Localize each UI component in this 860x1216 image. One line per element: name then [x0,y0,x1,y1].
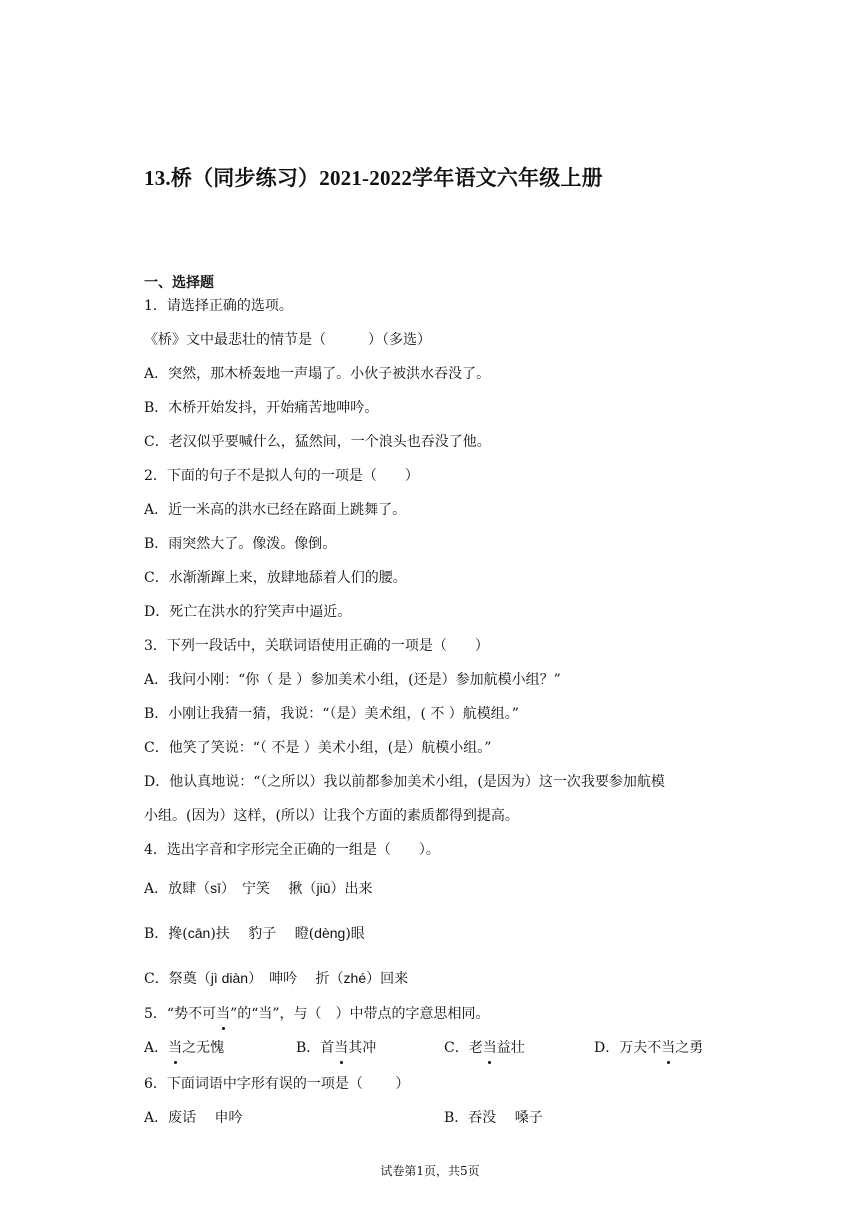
q5-b-suffix: 其冲 [348,1040,377,1056]
q6-option-a: A．废话 申吟 [144,1110,243,1126]
q2-option-a: A．近一米高的洪水已经在路面上跳舞了。 [144,502,407,518]
q4-a-middle: ） 宁笑 揪（ [221,881,317,897]
q3-option-c: C．他笑了笑说：“（ 不是 ）美术小组，(是）航模小组。” [144,740,492,756]
q6-option-b: B．吞没 嗓子 [444,1110,543,1126]
page-footer: 试卷第1页，共5页 [380,1164,480,1178]
q5-d-prefix: D．万夫不 [594,1040,662,1056]
q5-option-b [296,1038,376,1058]
q4-stem: 4．选出字音和字形完全正确的一组是（ ）。 [144,842,440,858]
page-title: 13.桥（同步练习）2021-2022学年语文六年级上册 [144,166,603,190]
q2-option-d: D．死亡在洪水的狞笑声中逼近。 [144,604,352,620]
q6-stem: 6．下面词语中字形有误的一项是（ ） [144,1076,410,1092]
q5-stem [144,1004,490,1024]
section-title: 一、选择题 [144,275,214,291]
q5-stem-prefix: 5．“势不可 [144,1006,217,1022]
q4-a-prefix: A．放肆（ [144,881,211,897]
q3-option-b: B．小刚让我猜一猜，我说：“（是）美术组，( 不 ）航模组。” [144,706,519,722]
q3-stem: 3．下列一段话中，关联词语使用正确的一项是（ ） [144,638,489,654]
q4-a-pinyin-1: sī [210,880,222,896]
q2-option-c: C．水渐渐蹿上来，放肆地舔着人们的腰。 [144,570,407,586]
q4-b-prefix: B．搀( [144,926,188,942]
q1-option-a: A．突然，那木桥轰地一声塌了。小伙子被洪水吞没了。 [144,366,491,382]
q5-b-prefix: B．首 [296,1040,335,1056]
q5-option-c [444,1038,525,1058]
q5-c-dotted-char: 当 [482,1040,497,1056]
q4-b-suffix: )眼 [345,926,365,942]
q3-option-a: A．我问小刚：“你（ 是 ）参加美术小组，(还是）参加航模小组？” [144,672,561,688]
q3-option-d-line1: D．他认真地说：“（之所以）我以前都参加美术小组，(是因为）这一次我要参加航模 [144,774,665,790]
q4-option-b [144,923,365,944]
q5-a-suffix: 之无愧 [182,1040,225,1056]
q5-a-dotted-char: 当 [168,1040,183,1056]
q5-d-suffix: 之勇 [675,1040,704,1056]
q4-b-pinyin-1: cān [187,925,211,941]
q1-option-b: B．木桥开始发抖，开始痛苦地呻吟。 [144,400,379,416]
q4-c-prefix: C．祭奠（ [144,971,211,987]
q5-a-prefix: A． [144,1040,169,1056]
q5-c-prefix: C．老 [444,1040,483,1056]
q1-sub-question: 《桥》文中最悲壮的情节是（ ）（多选） [144,332,431,348]
q4-b-middle: )扶 豹子 瞪( [210,926,315,942]
q5-option-d [594,1038,703,1058]
q5-stem-suffix: ”的“当”，与（ ）中带点的字意思相同。 [230,1006,490,1022]
q4-a-suffix: ）出来 [330,881,373,897]
q4-c-pinyin-1: jì diàn [210,970,249,986]
q4-option-c [144,968,408,989]
q2-stem: 2．下面的句子不是拟人句的一项是（ ） [144,468,419,484]
q5-b-dotted-char: 当 [334,1040,349,1056]
q5-c-suffix: 益壮 [496,1040,525,1056]
q5-stem-dotted-char: 当 [216,1006,231,1022]
q4-c-pinyin-2: zhé [343,970,367,986]
q1-stem: 1．请选择正确的选项。 [144,298,293,314]
q3-option-d-line2: 小组。(因为）这样，(所以）让我个方面的素质都得到提高。 [144,808,519,824]
q1-option-c: C．老汉似乎要喊什么，猛然间，一个浪头也吞没了他。 [144,434,491,450]
q5-d-dotted-char: 当 [661,1040,676,1056]
q4-b-pinyin-2: dèng [314,925,346,941]
q4-a-pinyin-2: jiū [316,880,331,896]
q5-option-a [144,1038,224,1058]
q4-c-middle: ） 呻吟 折（ [248,971,344,987]
q2-option-b: B．雨突然大了。像泼。像倒。 [144,536,337,552]
q4-c-suffix: ）回来 [366,971,409,987]
q4-option-a [144,878,372,899]
